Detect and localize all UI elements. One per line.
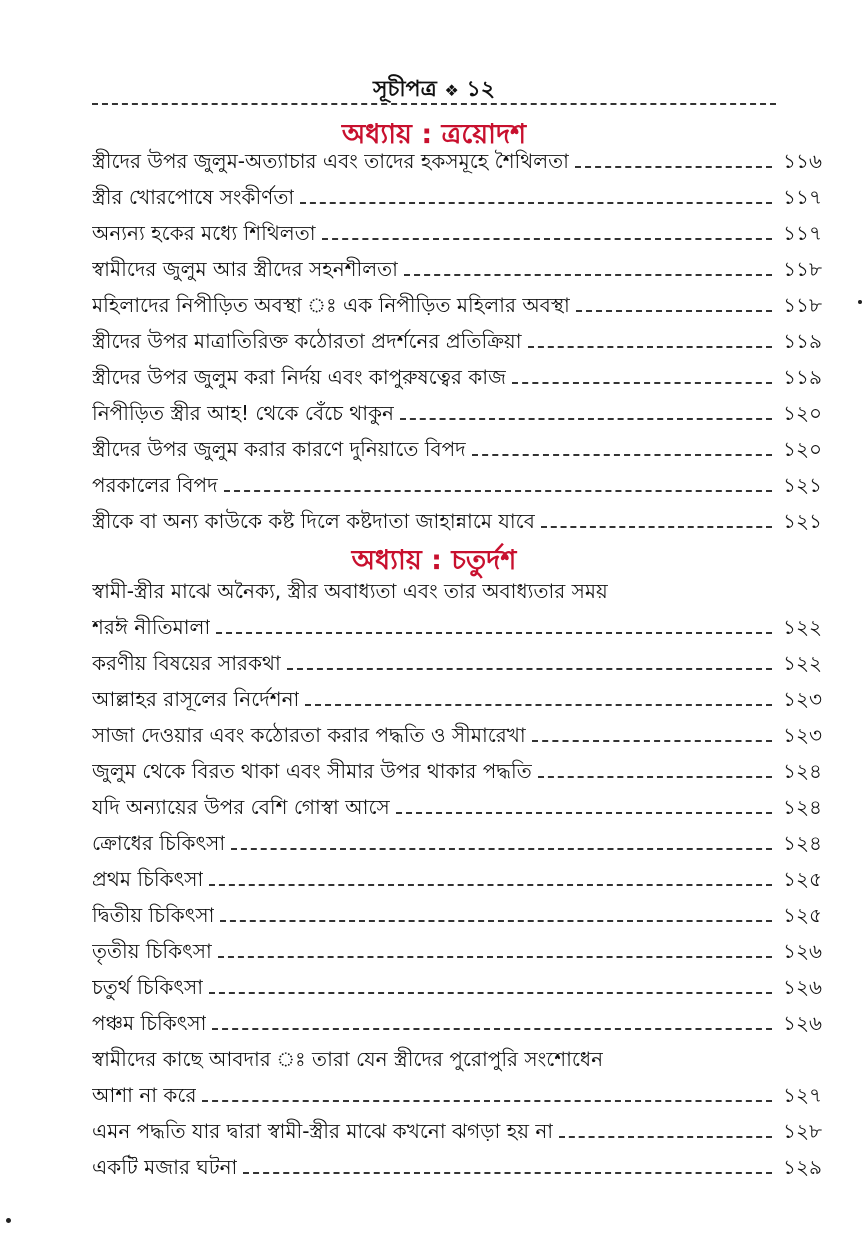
- dot-leader: [305, 704, 772, 706]
- dot-leader: [216, 632, 772, 634]
- toc-entry-page: ১২২: [783, 650, 822, 675]
- toc-entry-page: ১২৬: [783, 974, 822, 999]
- toc-entry[interactable]: [92, 505, 822, 541]
- dot-leader: [512, 382, 772, 384]
- toc-entry-title: এমন পদ্ধতি যার দ্বারা স্বামী-স্ত্রীর মাঝে কখনো ঝগড়া হয় না: [92, 1118, 554, 1143]
- toc-entry-title: সাজা দেওয়ার এবং কঠোরতা করার পদ্ধতি ও সীমারেখা: [92, 722, 526, 747]
- toc-entry-page: ১২২: [783, 614, 822, 639]
- toc-entry[interactable]: [92, 433, 822, 469]
- toc-entry-page: ১১৮: [783, 292, 822, 317]
- toc-entry-page: ১২৪: [783, 758, 822, 783]
- dot-leader: [202, 1100, 772, 1102]
- toc-entry-page: ১২৫: [783, 866, 822, 891]
- toc-entry[interactable]: [92, 325, 822, 361]
- dot-leader: [575, 166, 772, 168]
- chapter-heading-13: অধ্যায় : ত্রয়োদশ: [341, 119, 527, 150]
- dot-leader: [541, 526, 772, 528]
- dot-leader: [404, 274, 772, 276]
- toc-entry-title: মহিলাদের নিপীড়িত অবস্থা ঃ এক নিপীড়িত মহিলার অবস্থা: [92, 292, 570, 317]
- dot-leader: [576, 310, 772, 312]
- header-label: সূচীপত্র: [372, 77, 437, 102]
- toc-entry-title: আশা না করে: [92, 1082, 197, 1107]
- chapter-heading-14: অধ্যায় : চতুর্দশ: [351, 545, 517, 576]
- dot-leader: [231, 848, 772, 850]
- toc-entry-title: পঞ্চম চিকিৎসা: [92, 1010, 207, 1035]
- toc-entry-title: স্ত্রীদের উপর মাত্রাতিরিক্ত কঠোরতা প্রদর্শনের প্রতিক্রিয়া: [92, 328, 522, 353]
- toc-entry-page: ১২১: [783, 472, 822, 497]
- toc-entry[interactable]: [92, 1007, 822, 1043]
- toc-entry-page: ১২৬: [783, 938, 822, 963]
- toc-entry[interactable]: [92, 145, 822, 181]
- toc-entry-page: ১২৩: [783, 686, 822, 711]
- dot-leader: [400, 418, 772, 420]
- toc-entry[interactable]: [92, 827, 822, 863]
- toc-entry[interactable]: [92, 217, 822, 253]
- toc-entry-title: ক্রোধের চিকিৎসা: [92, 830, 226, 855]
- toc-entry[interactable]: [92, 1151, 822, 1187]
- toc-entry-title: স্ত্রীদের উপর জুলুম করার কারণে দুনিয়াতে বিপদ: [92, 436, 466, 461]
- toc-entry-page: ১২৪: [783, 794, 822, 819]
- header-divider: [92, 103, 776, 105]
- toc-entry-title: স্ত্রীর খোরপোষে সংকীর্ণতা: [92, 184, 295, 209]
- toc-entry[interactable]: [92, 791, 822, 827]
- toc-entry[interactable]: [92, 719, 822, 755]
- dot-leader: [209, 884, 772, 886]
- toc-entry-page: ১২৮: [783, 1118, 822, 1143]
- toc-entry[interactable]: [92, 683, 822, 719]
- dot-leader: [287, 668, 772, 670]
- dot-leader: [224, 490, 772, 492]
- toc-entry-title: যদি অন্যায়ের উপর বেশি গোস্বা আসে: [92, 794, 390, 819]
- toc-entry[interactable]: [92, 289, 822, 325]
- toc-entry-title: আল্লাহর রাসূলের নির্দেশনা: [92, 686, 300, 711]
- toc-entry-page: ১২৭: [783, 1082, 822, 1107]
- header-page-number: ১২: [466, 77, 496, 102]
- toc-entry-page: ১২৪: [783, 830, 822, 855]
- toc-entry-page: ১২৬: [783, 1010, 822, 1035]
- toc-entry-page: ১১৭: [783, 184, 822, 209]
- toc-entry-page: ১১৯: [783, 364, 822, 389]
- toc-entry[interactable]: [92, 611, 822, 647]
- dot-leader: [243, 1172, 772, 1174]
- toc-list-chapter-13: [92, 145, 822, 541]
- toc-entry[interactable]: [92, 181, 822, 217]
- toc-entry-multiline-first[interactable]: [92, 1043, 822, 1079]
- toc-entry-title: তৃতীয় চিকিৎসা: [92, 938, 212, 963]
- toc-entry[interactable]: [92, 971, 822, 1007]
- toc-entry[interactable]: [92, 647, 822, 683]
- dot-leader: [300, 202, 772, 204]
- toc-entry-intro-line[interactable]: [92, 575, 822, 611]
- dot-leader: [209, 992, 772, 994]
- toc-list-chapter-14: [92, 575, 822, 1187]
- dot-leader: [220, 920, 772, 922]
- dot-leader: [472, 454, 772, 456]
- toc-entry[interactable]: [92, 1115, 822, 1151]
- toc-entry[interactable]: [92, 899, 822, 935]
- toc-entry-page: ১২৩: [783, 722, 822, 747]
- toc-entry-page: ১২০: [783, 400, 822, 425]
- toc-entry-page: ১২৯: [783, 1154, 822, 1179]
- dot-leader: [532, 740, 772, 742]
- toc-entry-title: পরকালের বিপদ: [92, 472, 218, 497]
- print-speck: [858, 300, 862, 304]
- dot-leader: [528, 346, 773, 348]
- toc-entry-title: জুলুম থেকে বিরত থাকা এবং সীমার উপর থাকার পদ্ধতি: [92, 758, 532, 783]
- toc-entry-page: ১১৮: [783, 256, 822, 281]
- dot-leader: [212, 1028, 772, 1030]
- toc-entry[interactable]: [92, 935, 822, 971]
- toc-entry-title: স্ত্রীকে বা অন্য কাউকে কষ্ট দিলে কষ্টদাতা জাহান্নামে যাবে: [92, 508, 535, 533]
- toc-entry[interactable]: [92, 755, 822, 791]
- print-speck: [6, 1218, 11, 1223]
- toc-entry-page: ১১৬: [783, 148, 822, 173]
- dot-leader: [559, 1136, 772, 1138]
- toc-entry[interactable]: [92, 397, 822, 433]
- toc-entry-title: দ্বিতীয় চিকিৎসা: [92, 902, 215, 927]
- toc-entry-title: চতুর্থ চিকিৎসা: [92, 974, 204, 999]
- toc-entry[interactable]: [92, 469, 822, 505]
- toc-entry-title: নিপীড়িত স্ত্রীর আহ! থেকে বেঁচে থাকুন: [92, 400, 394, 425]
- dot-leader: [218, 956, 772, 958]
- toc-entry-title: একটি মজার ঘটনা: [92, 1154, 238, 1179]
- toc-entry-multiline-second[interactable]: [92, 1079, 822, 1115]
- toc-entry-title: স্বামীদের কাছে আবদার ঃ তারা যেন স্ত্রীদের পুরোপুরি সংশোধেন: [92, 1046, 604, 1071]
- toc-entry-title: অন্যন্য হকের মধ্যে শিথিলতা: [92, 220, 316, 245]
- header-separator-icon: ❖: [444, 81, 459, 100]
- toc-entry-page: ১১৭: [783, 220, 822, 245]
- toc-entry[interactable]: [92, 253, 822, 289]
- toc-entry-page: ১২১: [783, 508, 822, 533]
- toc-entry[interactable]: [92, 361, 822, 397]
- toc-entry-title: স্বামী-স্ত্রীর মাঝে অনৈক্য, স্ত্রীর অবাধ্যতা এবং তার অবাধ্যতার সময়: [92, 578, 608, 603]
- toc-entry-title: স্ত্রীদের উপর জুলুম-অত্যাচার এবং তাদের হকসমূহে শৈথিলতা: [92, 148, 569, 173]
- toc-entry-page: ১২৫: [783, 902, 822, 927]
- toc-entry-title: শরঈ নীতিমালা: [92, 614, 211, 639]
- dot-leader: [396, 812, 772, 814]
- toc-entry-page: ১২০: [783, 436, 822, 461]
- toc-entry-title: করণীয় বিষয়ের সারকথা: [92, 650, 281, 675]
- toc-entry-title: প্রথম চিকিৎসা: [92, 866, 204, 891]
- dot-leader: [322, 238, 773, 240]
- toc-entry-title: স্বামীদের জুলুম আর স্ত্রীদের সহনশীলতা: [92, 256, 398, 281]
- dot-leader: [538, 776, 772, 778]
- toc-entry-page: ১১৯: [783, 328, 822, 353]
- toc-entry[interactable]: [92, 863, 822, 899]
- toc-entry-title: স্ত্রীদের উপর জুলুম করা নির্দয় এবং কাপুরুষত্বের কাজ: [92, 364, 506, 389]
